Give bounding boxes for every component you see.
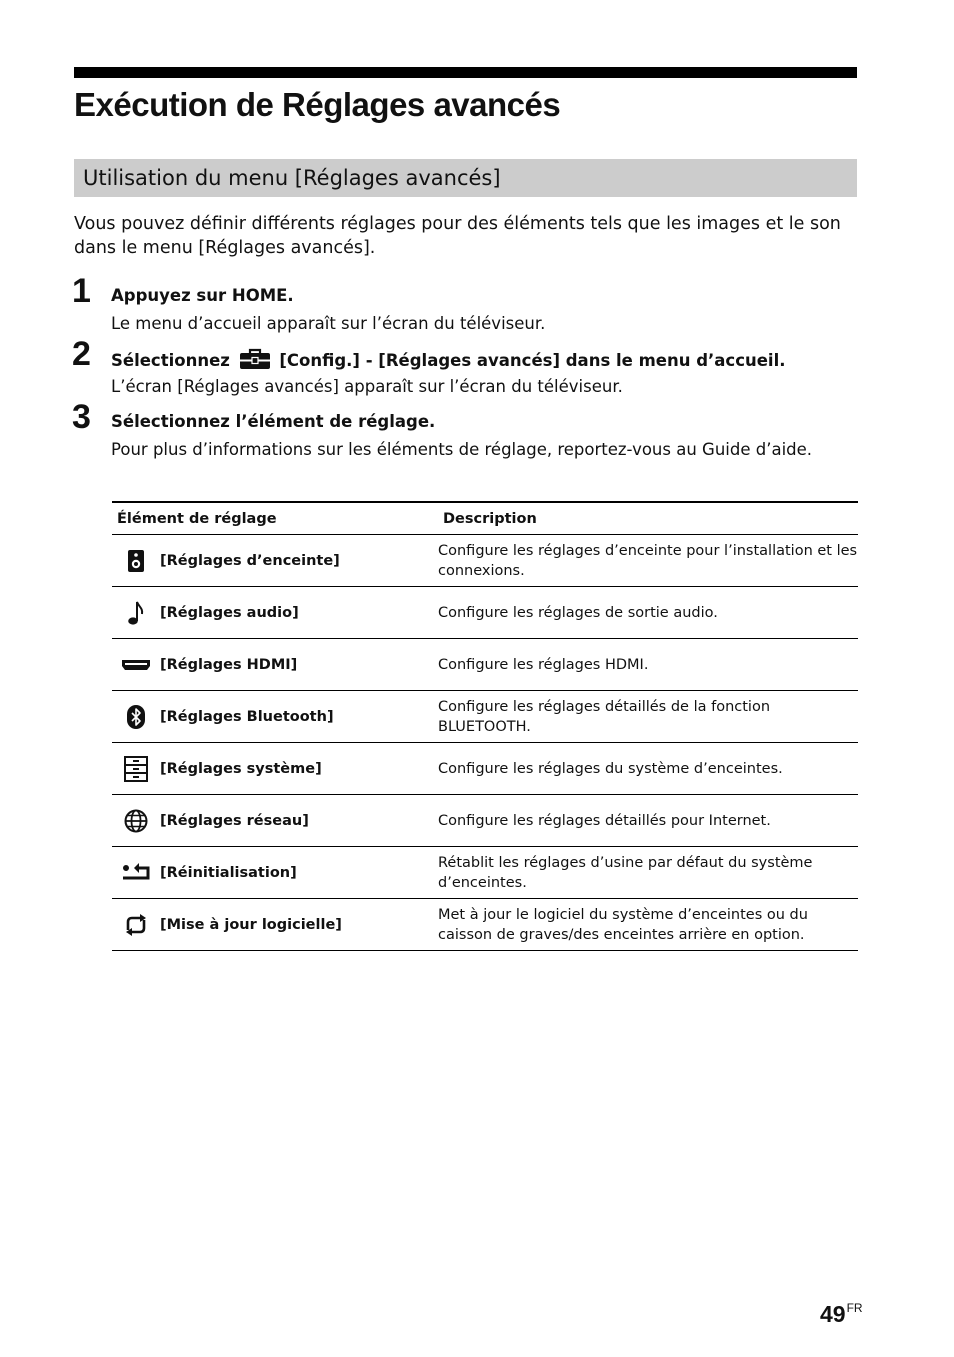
table-header-row (112, 502, 858, 535)
setting-name: [Mise à jour logicielle] (160, 899, 438, 951)
step-1-body: Le menu d’accueil apparaît sur l’écran du téléviseur. (111, 314, 546, 333)
step-2-title-after: [Config.] - [Réglages avancés] dans le menu d’accueil. (279, 351, 786, 370)
step-2-title-before: Sélectionnez (111, 351, 230, 370)
column-header-description: Description (438, 502, 858, 535)
step-2-body: L’écran [Réglages avancés] apparaît sur l’écran du téléviseur. (111, 377, 623, 396)
title-rule (74, 67, 857, 78)
table-row (112, 847, 858, 899)
setting-name: [Réglages HDMI] (160, 639, 438, 691)
table-row (112, 587, 858, 639)
table-row (112, 795, 858, 847)
step-3-body: Pour plus d’informations sur les éléments de réglage, reportez-vous au Guide d’aide. (111, 440, 813, 459)
setting-name: [Réglages réseau] (160, 795, 438, 847)
table-row (112, 743, 858, 795)
intro-paragraph: Vous pouvez définir différents réglages pour des éléments tels que les images et le son dans le menu [Réglages avancés]. (74, 214, 841, 258)
section-header (74, 159, 857, 197)
setting-description: Configure les réglages détaillés de la fonction BLUETOOTH. (438, 691, 858, 743)
settings-table (112, 501, 858, 951)
setting-description: Configure les réglages d’enceinte pour l’installation et les connexions. (438, 535, 858, 587)
setting-description: Configure les réglages du système d’enceintes. (438, 743, 858, 795)
setting-name: [Réglages audio] (160, 587, 438, 639)
setting-name: [Réglages système] (160, 743, 438, 795)
step-2-number: 2 (72, 335, 91, 373)
table-row (112, 535, 858, 587)
setting-description: Configure les réglages détaillés pour Internet. (438, 795, 858, 847)
globe-icon (124, 809, 148, 833)
table-row (112, 691, 858, 743)
page-title: Exécution de Réglages avancés (74, 86, 561, 123)
update-icon (123, 914, 149, 936)
step-3-number: 3 (72, 398, 91, 436)
page-number (820, 1293, 863, 1329)
bluetooth-icon (127, 705, 145, 729)
step-1-number: 1 (72, 272, 91, 310)
setting-description: Rétablit les réglages d’usine par défaut du système d’enceintes. (438, 847, 858, 899)
setting-description: Configure les réglages de sortie audio. (438, 587, 858, 639)
step-3-title: Sélectionnez l’élément de réglage. (111, 412, 436, 431)
setting-name: [Réinitialisation] (160, 847, 438, 899)
setting-description: Configure les réglages HDMI. (438, 639, 858, 691)
system-icon (124, 756, 148, 782)
hdmi-icon (122, 660, 150, 670)
section-title: Utilisation du menu [Réglages avancés] (83, 166, 501, 190)
setting-description: Met à jour le logiciel du système d’enceintes ou du caisson de graves/des enceintes arrière en option. (438, 899, 858, 951)
table-row (112, 899, 858, 951)
page-number-value: 49 (820, 1301, 846, 1327)
reset-icon (121, 862, 151, 884)
column-header-element: Élément de réglage (112, 502, 438, 535)
table-row (112, 639, 858, 691)
toolbox-icon (239, 348, 271, 370)
setting-name: [Réglages d’enceinte] (160, 535, 438, 587)
step-2-title (111, 348, 786, 372)
step-1-title: Appuyez sur HOME. (111, 286, 294, 305)
speaker-icon (128, 550, 144, 572)
page-language-code: FR (846, 1301, 863, 1315)
music-note-icon (127, 600, 145, 626)
setting-name: [Réglages Bluetooth] (160, 691, 438, 743)
